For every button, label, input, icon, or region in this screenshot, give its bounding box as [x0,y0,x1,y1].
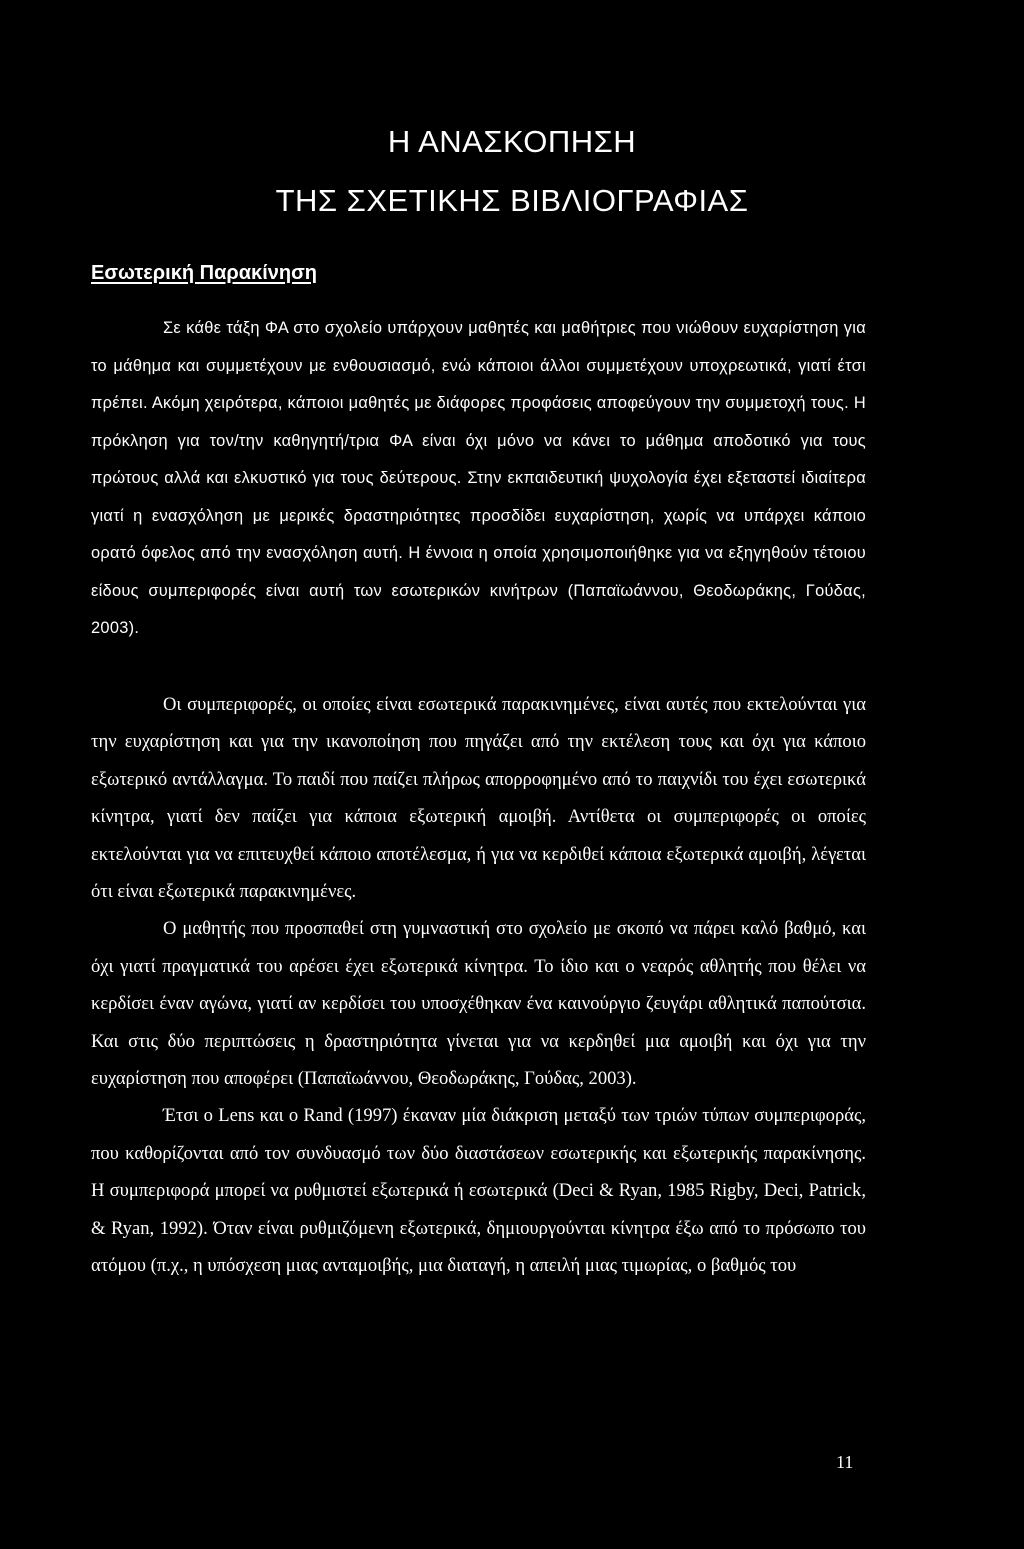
body-block-1 [91,310,866,648]
paragraph-4: Έτσι ο Lens και ο Rand (1997) έκαναν μία διάκριση μεταξύ των τριών τύπων συμπεριφοράς, που καθορίζονται από τον συνδυασμό των δύο διαστάσεων εσωτερικής και εξωτερικής παρακίνησης. Η συμπεριφορά μπορεί να ρυθμιστεί εξωτερικά ή εσωτερικά (Deci & Ryan, 1985 Rigby, Deci, Patrick, & Ryan, 1992). Όταν είναι ρυθμιζόμενη εξωτερικά, δημιουργούνται κίνητρα έξω από το πρόσωπο του ατόμου (π.χ., η υπόσχεση μιας ανταμοιβής, μια διαταγή, η απειλή μιας τιμωρίας, ο βαθμός του [91,1105,866,1277]
page-title-line-2: ΤΗΣ ΣΧΕΤΙΚΗΣ ΒΙΒΛΙΟΓΡΑΦΙΑΣ [275,183,749,218]
body-block-2 [91,686,866,1285]
page-title-line-1: Η ΑΝΑΣΚΟΠΗΣΗ [387,124,637,159]
section-heading: Εσωτερική Παρακίνηση [91,262,317,284]
paragraph-2: Οι συμπεριφορές, οι οποίες είναι εσωτερικά παρακινημένες, είναι αυτές που εκτελούνται για την ευχαρίστηση και για την ικανοποίηση που πηγάζει από την εκτέλεση τους και όχι για κάποιο εξωτερικό αντάλλαγμα. Το παιδί που παίζει πλήρως απορροφημένο από το παιχνίδι του έχει εσωτερικά κίνητρα, γιατί δεν παίζει για κάποια εξωτερική αμοιβή. Αντίθετα οι συμπεριφορές οι οποίες εκτελούνται για να επιτευχθεί κάποιο αποτέλεσμα, ή για να κερδιθεί κάποια εξωτερικά αμοιβή, λέγεται ότι είναι εξωτερικά παρακινημένες. [91,694,866,903]
paragraph-3: Ο μαθητής που προσπαθεί στη γυμναστική στο σχολείο με σκοπό να πάρει καλό βαθμό, και όχι γιατί πραγματικά του αρέσει έχει εξωτερικά κίνητρα. Το ίδιο και ο νεαρός αθλητής που θέλει να κερδίσει έναν αγώνα, γιατί αν κερδίσει του υποσχέθηκαν ένα καινούργιο ζευγάρι αθλητικά παπούτσια. Και στις δύο περιπτώσεις η δραστηριότητα γίνεται για να κερδηθεί μια αμοιβή και όχι για την ευχαρίστηση που αποφέρει (Παπαϊωάννου, Θεοδωράκης, Γούδας, 2003). [91,918,866,1090]
page-number: 11 [836,1452,854,1472]
paragraph-1: Σε κάθε τάξη ΦΑ στο σχολείο υπάρχουν μαθητές και μαθήτριες που νιώθουν ευχαρίστηση για το μάθημα και συμμετέχουν με ενθουσιασμό, ενώ κάποιοι άλλοι συμμετέχουν υποχρεωτικά, γιατί έτσι πρέπει. Ακόμη χειρότερα, κάποιοι μαθητές με διάφορες προφάσεις αποφεύγουν την συμμετοχή τους. Η πρόκληση για τον/την καθηγητή/τρια ΦΑ είναι όχι μόνο να κάνει το μάθημα αποδοτικό για τους πρώτους αλλά και ελκυστικό για τους δεύτερους. Στην εκπαιδευτική ψυχολογία έχει εξεταστεί ιδιαίτερα γιατί η ενασχόληση με μερικές δραστηριότητες προσδίδει ευχαρίστηση, χωρίς να υπάρχει κάποιο ορατό όφελος από την ενασχόληση αυτή. Η έννοια η οποία χρησιμοποιήθηκε για να εξηγηθούν τέτοιου είδους συμπεριφορές είναι αυτή των εσωτερικών κινήτρων (Παπαϊωάννου, Θεοδωράκης, Γούδας, 2003). [91,319,866,637]
